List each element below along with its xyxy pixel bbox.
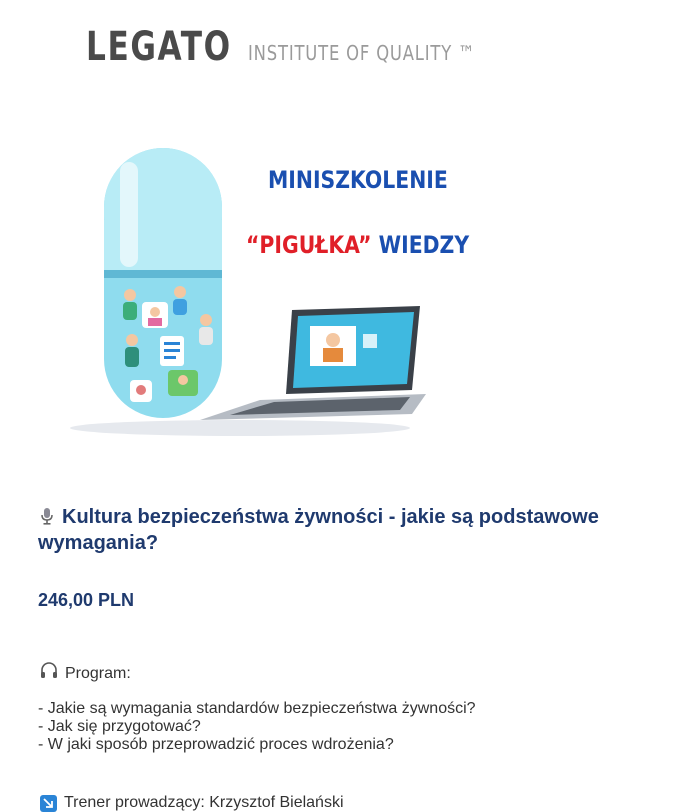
program-heading-text: Program: bbox=[65, 664, 131, 682]
hero-headline-2-highlight: “PIGUŁKA” bbox=[246, 231, 372, 259]
program-list bbox=[38, 700, 476, 754]
brand-tagline: INSTITUTE OF QUALITY ™ bbox=[248, 41, 476, 65]
hero-headline-1: MINISZKOLENIE bbox=[268, 166, 448, 194]
microphone-icon bbox=[38, 506, 56, 524]
program-heading bbox=[40, 662, 131, 685]
arrow-down-right-icon bbox=[40, 795, 57, 812]
site-header bbox=[86, 24, 525, 70]
capsule-graphic bbox=[104, 148, 222, 418]
list-item: - W jaki sposób przeprowadzić proces wdrożenia? bbox=[38, 736, 394, 753]
hero-headline-2 bbox=[246, 231, 469, 259]
product-title bbox=[38, 504, 668, 556]
headphones-icon bbox=[40, 662, 58, 685]
trainer-info bbox=[40, 794, 344, 812]
list-item: - Jakie są wymagania standardów bezpieczeństwa żywności? bbox=[38, 700, 476, 717]
list-item: - Jak się przygotować? bbox=[38, 718, 201, 735]
product-price: 246,00 PLN bbox=[38, 590, 135, 610]
hero-headline-2-rest: WIEDZY bbox=[371, 231, 470, 259]
laptop-graphic bbox=[200, 306, 426, 420]
brand-logo[interactable]: LEGATO bbox=[86, 24, 232, 70]
trainer-label: Trener prowadzący: Krzysztof Bielański bbox=[64, 794, 344, 811]
product-title-text: Kultura bezpieczeństwa żywności - jakie są podstawowe wymagania? bbox=[38, 506, 599, 554]
hero-image bbox=[60, 130, 500, 450]
